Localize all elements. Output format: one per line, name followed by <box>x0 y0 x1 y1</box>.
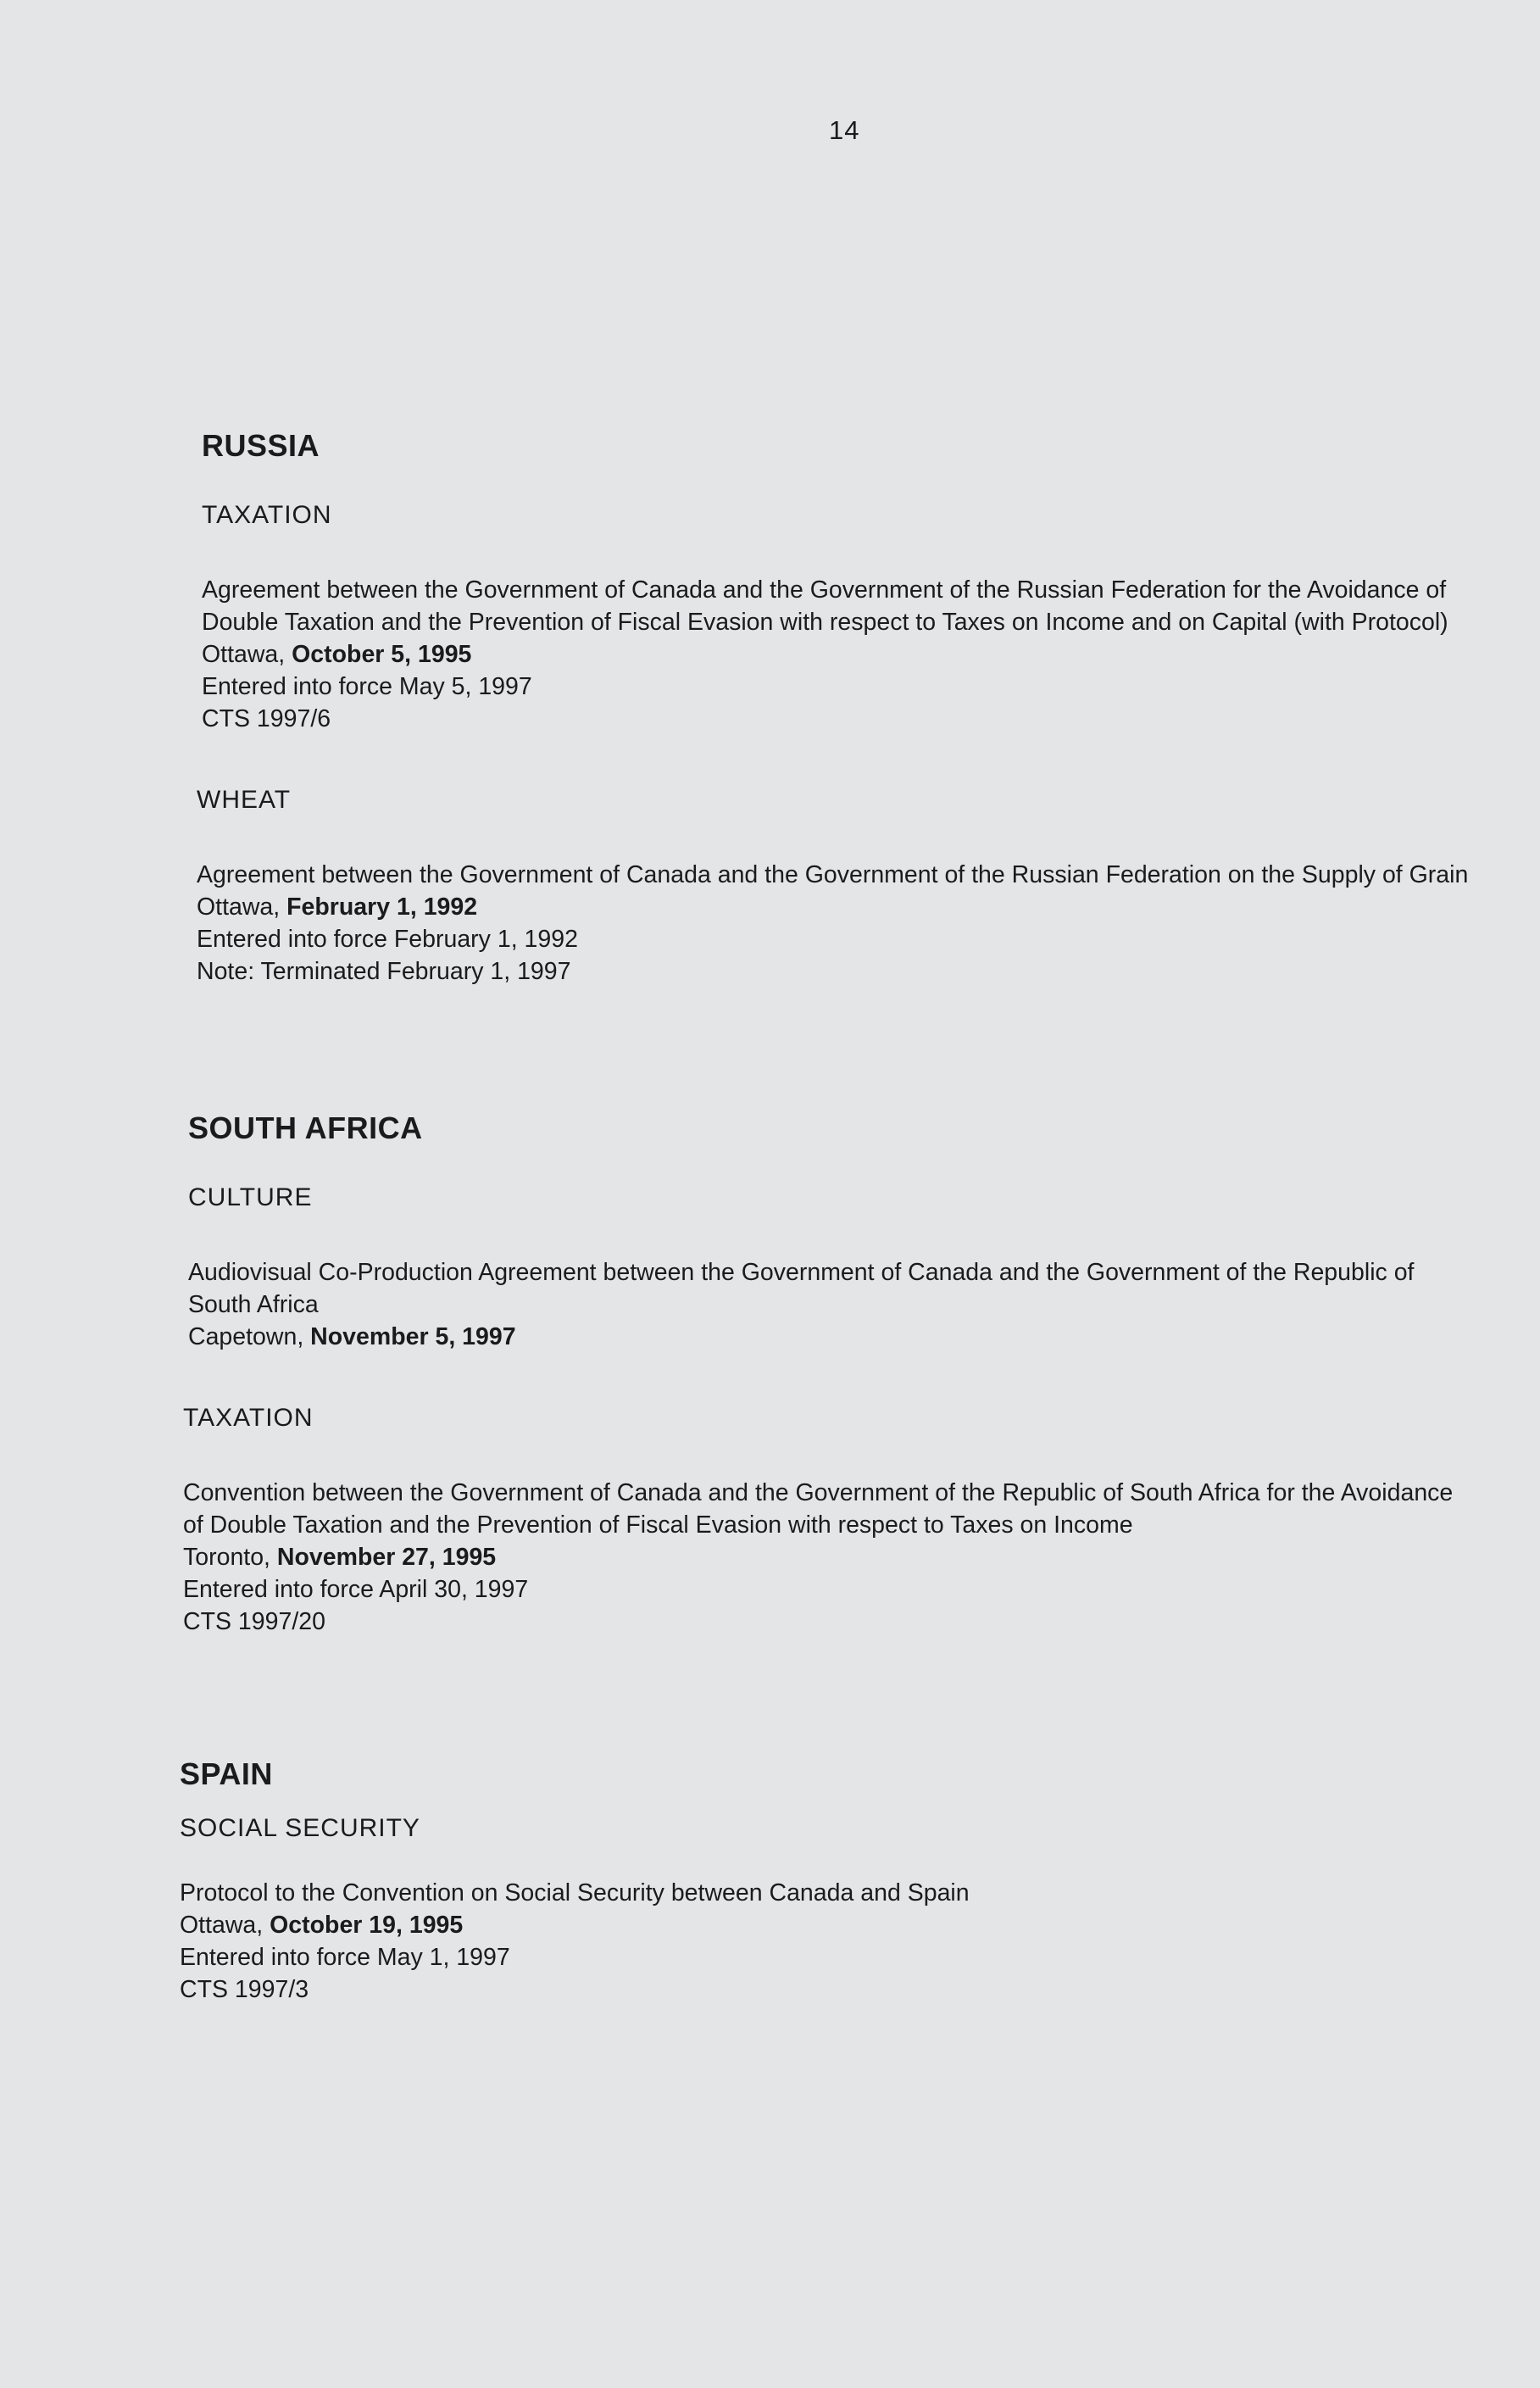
entry-into-force: Entered into force February 1, 1992 <box>197 926 578 953</box>
topic-heading: WHEAT <box>197 786 292 814</box>
country-heading: SOUTH AFRICA <box>188 1111 423 1145</box>
cts-reference: CTS 1997/3 <box>180 1976 309 2003</box>
treaty-signed <box>183 1541 1476 1573</box>
topic-heading: CULTURE <box>188 1183 313 1211</box>
treaty-entry <box>197 859 1490 988</box>
treaty-entry <box>202 574 1490 735</box>
country-heading: SPAIN <box>180 1756 273 1791</box>
topic-heading: SOCIAL SECURITY <box>180 1814 420 1842</box>
entry-into-force: Entered into force May 5, 1997 <box>202 673 532 700</box>
treaty-signed <box>188 1321 1476 1353</box>
signing-place: Ottawa, <box>202 641 292 668</box>
signing-date: October 19, 1995 <box>270 1912 464 1939</box>
signing-place: Toronto, <box>183 1544 277 1571</box>
topic-heading: TAXATION <box>202 501 332 529</box>
signing-date: October 5, 1995 <box>292 641 472 668</box>
signing-place: Ottawa, <box>197 893 287 921</box>
section-south-africa <box>183 1111 1476 1690</box>
signing-place: Capetown, <box>188 1323 311 1350</box>
page-number: 14 <box>829 115 860 145</box>
signing-date: February 1, 1992 <box>286 893 478 921</box>
signing-place: Ottawa, <box>180 1912 270 1939</box>
treaty-title: Agreement between the Government of Canada and the Government of the Russian Federation for the Avoidance of Double Taxation and the Prevention of Fiscal Evasion with respect to Taxes on Income and on Capital (with Protocol) <box>202 576 1448 636</box>
cts-reference: CTS 1997/20 <box>183 1608 325 1635</box>
treaty-signed <box>202 638 1490 671</box>
treaty-note: Note: Terminated February 1, 1997 <box>197 958 571 985</box>
section-spain <box>180 1756 1468 2058</box>
cts-reference: CTS 1997/6 <box>202 705 331 732</box>
treaty-title: Audiovisual Co-Production Agreement between the Government of Canada and the Government of the Republic of South Africa <box>188 1259 1415 1318</box>
section-russia <box>197 428 1490 1040</box>
treaty-title: Convention between the Government of Canada and the Government of the Republic of South Africa for the Avoidance of Double Taxation and the Prevention of Fiscal Evasion with respect to Taxes on Income <box>183 1479 1454 1539</box>
country-heading: RUSSIA <box>202 428 320 463</box>
signing-date: November 27, 1995 <box>276 1544 497 1571</box>
treaty-entry <box>180 1877 1468 2006</box>
entry-into-force: Entered into force April 30, 1997 <box>183 1576 529 1603</box>
treaty-entry <box>183 1477 1476 1638</box>
topic-heading: TAXATION <box>183 1404 314 1432</box>
treaty-title: Agreement between the Government of Canada and the Government of the Russian Federation on the Supply of Grain <box>197 861 1469 888</box>
treaty-entry <box>188 1256 1476 1353</box>
entry-into-force: Entered into force May 1, 1997 <box>180 1944 510 1971</box>
treaty-title: Protocol to the Convention on Social Security between Canada and Spain <box>180 1879 970 1907</box>
treaty-signed <box>197 891 1490 923</box>
signing-date: November 5, 1997 <box>310 1323 516 1350</box>
treaty-signed <box>180 1909 1468 1941</box>
